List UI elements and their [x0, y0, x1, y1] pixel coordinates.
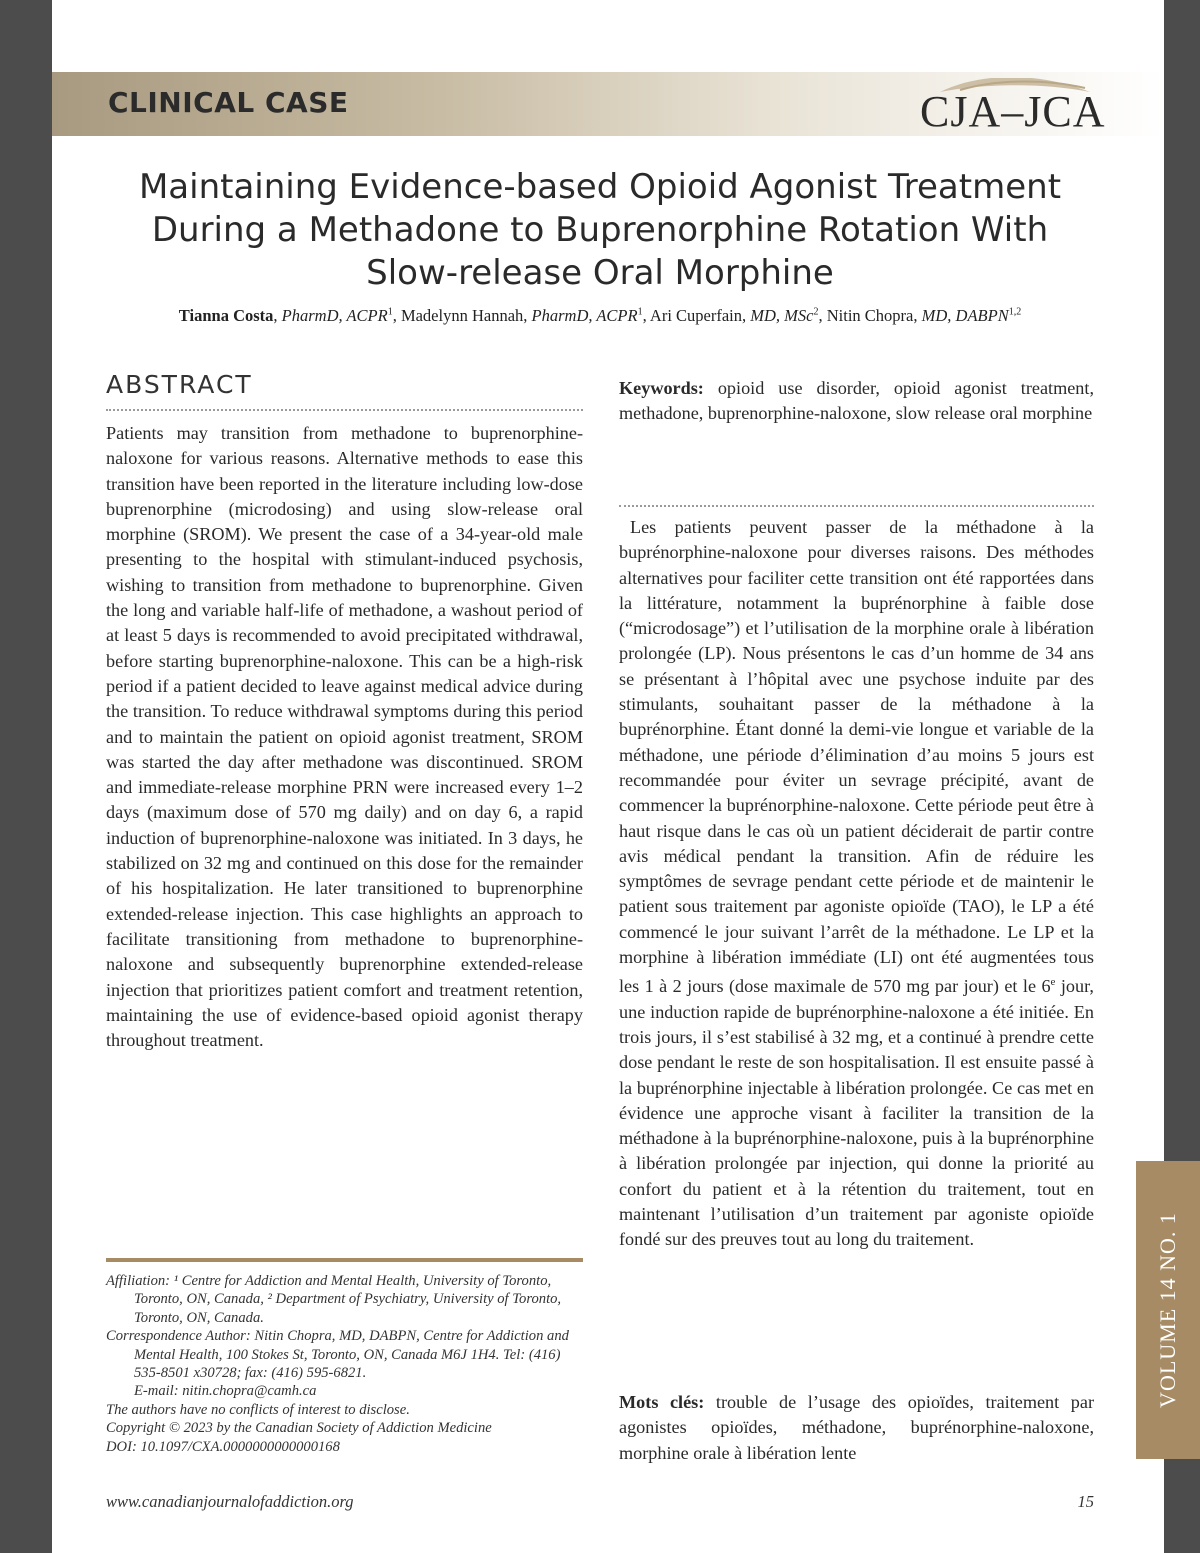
resume-text-part: jour, une induction rapide de buprénorphine-naloxone a été initiée. En trois jours, il s’est stabilisé à 32 mg, et a continué à prendre cette dose pendant le reste de son hospitalisation. Il est ensuite passé à la buprénorphine injectable à libération prolongée. Ce cas met en évidence une approche visant à faciliter la transition de la méthadone à la buprénorphine-naloxone, puis à la buprénorphine à libération prolongée par injection, qui donne la priorité au confort du patient et à la rétention du traitement, tout en maintenant l’utilisation d’un traitement par agoniste opioïde fondé sur des preuves tout au long du traitement.: [619, 976, 1094, 1250]
affiliation-note: Affiliation: ¹ Centre for Addiction and Mental Health, University of Toronto, Toronto, ON, Canada, ² Department of Psychiatry, University of Toronto, Toronto, ON, Canada.: [106, 1273, 562, 1326]
author-credentials: PharmD, ACPR: [281, 306, 388, 325]
keywords-section: [619, 376, 1094, 427]
section-label: CLINICAL CASE: [108, 86, 349, 119]
journal-logo: [920, 78, 1106, 138]
volume-tab: [1136, 1161, 1200, 1459]
journal-url[interactable]: www.canadianjournalofaddiction.org: [106, 1492, 354, 1511]
abstract-heading: ABSTRACT: [106, 370, 253, 399]
volume-label: VOLUME 14 NO. 1: [1155, 1212, 1180, 1408]
abstract-divider: [106, 409, 583, 411]
copyright-note: Copyright © 2023 by the Canadian Society of Addiction Medicine: [106, 1420, 492, 1437]
author-affiliation-mark: 1: [637, 306, 643, 318]
doi-note: DOI: 10.1097/CXA.0000000000000168: [106, 1438, 340, 1455]
article-title: Maintaining Evidence-based Opioid Agonist Treatment During a Methadone to Buprenorphine Rotation With Slow-release Oral Morphine: [138, 167, 1062, 293]
resume-text: [619, 515, 1094, 1253]
author-credentials: MD, MSc: [750, 306, 814, 325]
abstract-section: [106, 370, 583, 1053]
author-name: Ari Cuperfain: [649, 306, 743, 325]
keywords-text: opioid use disorder, opioid agonist treatment, methadone, buprenorphine-naloxone, slow release oral morphine: [619, 378, 1094, 424]
author-list: Tianna Costa, PharmD, ACPR$^1$, Madelynn Hannah, PharmD, ACPR$^1$, Ari Cuperfain, MD, MSc$^2$, Nitin Chopra, MD, DABPN$^{1,2}$: [178, 306, 1022, 325]
superscript: e: [1050, 976, 1056, 989]
author-affiliation-mark: 1,2: [1008, 306, 1022, 318]
mots-cles-text: trouble de l’usage des opioïdes, traitement par agonistes opioïdes, méthadone, buprénorphine-naloxone, morphine orale à libération lente: [619, 1392, 1095, 1463]
logo-text: CJA–JCA: [920, 87, 1106, 136]
resume-text-part: Les patients peuvent passer de la méthadone à la buprénorphine-naloxone pour diverses raisons. Des méthodes alternatives pour faciliter cette transition ont été rapportées dans la littérature, notamment la buprénorphine à faible dose (“microdosage”) et l’utilisation de la morphine orale à libération prolongée (LP). Nous présentons le cas d’un homme de 34 ans se présentant à l’hôpital avec une psychose induite par des stimulants, souhaitant passer de la méthadone à la buprénorphine. Étant donné la demi-vie longue et variable de la méthadone, une période d’élimination d’au moins 5 jours est recommandée pour éviter un sevrage précipité, avant de commencer la buprénorphine-naloxone. Cette période peut être à haut risque dans le cas où un patient déciderait de partir contre avis médical pendant la transition. Afin de réduire les symptômes de sevrage pendant cette période et de maintenir le patient sous traitement par agoniste opioïde (TAO), le LP a été commencé le jour suivant l’arrêt de la méthadone. Le LP et la morphine à libération immédiate (LI) ont été augmentées tous les 1 à 2 jours (dose maximale de 570 mg par jour) et le 6: [619, 517, 1094, 997]
author-affiliation-mark: 2: [813, 306, 819, 318]
keywords-label: Keywords:: [619, 378, 704, 398]
keywords: [619, 376, 1094, 427]
email-note: E-mail: nitin.chopra@camh.ca: [134, 1383, 317, 1400]
author-affiliation-mark: 1: [387, 306, 393, 318]
conflicts-note: The authors have no conflicts of interest to disclose.: [106, 1401, 410, 1418]
resume-divider: [619, 505, 1094, 507]
author-credentials: PharmD, ACPR: [531, 306, 638, 325]
footnote-rule: [106, 1258, 583, 1262]
footnotes: [106, 1272, 583, 1456]
abstract-text: Patients may transition from methadone to buprenorphine-naloxone for various reasons. Alternative methods to ease this transition have been reported in the literature including low-dose buprenorphine (microdosing) and using slow-release oral morphine (SROM). We present the case of a 34-year-old male presenting to the hospital with stimulant-induced psychosis, wishing to transition from methadone to buprenorphine. Given the long and variable half-life of methadone, a washout period of at least 5 days is recommended to avoid precipitated withdrawal, before starting buprenorphine-naloxone. This can be a high-risk period if a patient decided to leave against medical advice during the transition. To reduce withdrawal symptoms during this period and to maintain the patient on opioid agonist treatment, SROM was started the day after methadone was discontinued. SROM and immediate-release morphine PRN were increased every 1–2 days (maximum dose of 570 mg daily) and on day 6, a rapid induction of buprenorphine-naloxone was initiated. In 3 days, he stabilized on 32 mg and continued on this dose for the remainder of his hospitalization. He later transitioned to buprenorphine extended-release injection. This case highlights an approach to facilitate transitioning from methadone to buprenorphine-naloxone and subsequently buprenorphine extended-release injection that prioritizes patient comfort and treatment retention, maintaining the use of evidence-based opioid agonist therapy throughout treatment.: [106, 423, 583, 1051]
correspondence-note: Correspondence Author: Nitin Chopra, MD, DABPN, Centre for Addiction and Mental Health, 100 Stokes St, Toronto, ON, Canada M6J 1H4. Tel: (416) 535-8501 x30728; fax: (416) 595-6821.: [106, 1328, 569, 1382]
page-number: 15: [1077, 1492, 1094, 1511]
mots-cles-label: Mots clés:: [619, 1392, 705, 1412]
author-name: Tianna Costa: [178, 306, 274, 325]
author-credentials: MD, DABPN: [921, 306, 1009, 325]
author-name: Nitin Chopra: [826, 306, 914, 325]
page-left-edge: [0, 0, 52, 1553]
mots-cles: [619, 1390, 1094, 1466]
author-name: Madelynn Hannah: [400, 306, 524, 325]
